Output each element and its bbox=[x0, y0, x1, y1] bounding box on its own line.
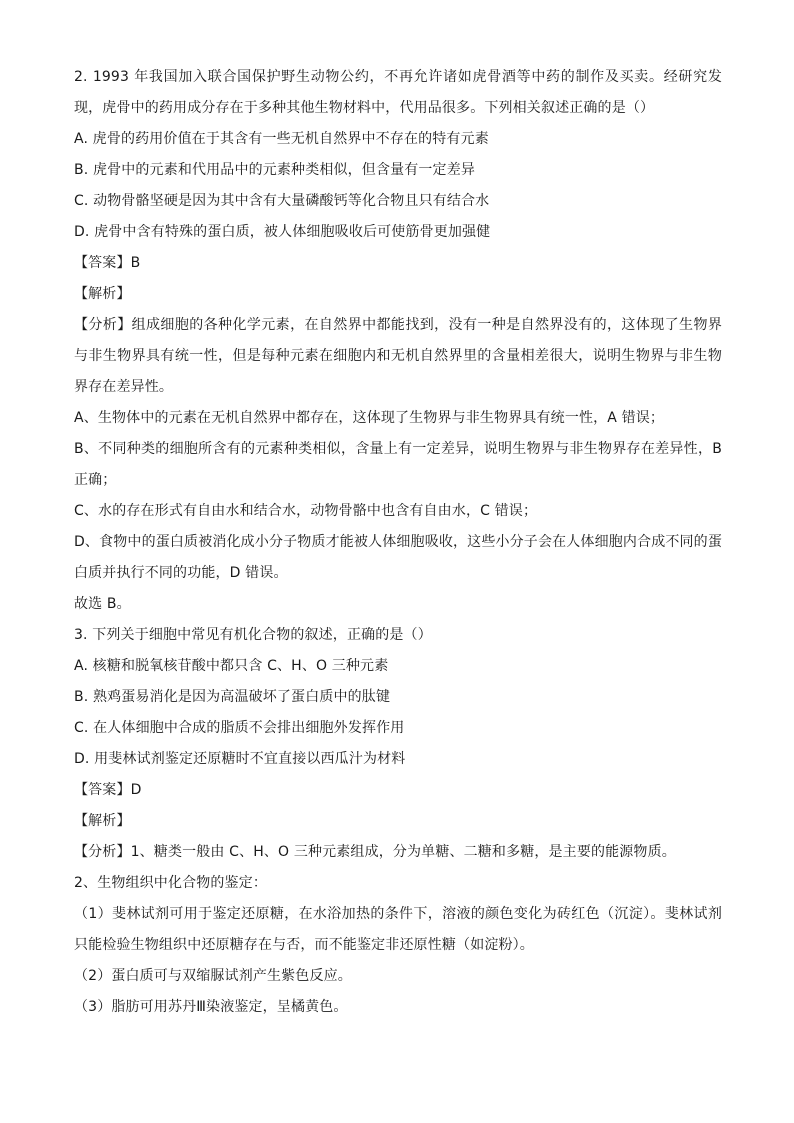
question-3-option-c: C. 在人体细胞中合成的脂质不会排出细胞外发挥作用 bbox=[74, 720, 405, 736]
question-2-answer: 【答案】B bbox=[74, 255, 141, 271]
question-3-stem: 3. 下列关于细胞中常见有机化合物的叙述，正确的是（） bbox=[74, 627, 432, 643]
question-2-point-d: D、食物中的蛋白质被消化成小分子物质才能被人体细胞吸收，这些小分子会在人体细胞内合成不同的蛋白质并执行不同的功能，D 错误。 bbox=[74, 534, 722, 581]
question-2-stem: 2. 1993 年我国加入联合国保护野生动物公约，不再允许诸如虎骨酒等中药的制作及买卖。经研究发现，虎骨中的药用成分存在于多种其他生物材料中，代用品很多。下列相关叙述正确的是（） bbox=[74, 69, 722, 116]
question-2-analysis: 【分析】组成细胞的各种化学元素，在自然界中都能找到，没有一种是自然界没有的，这体现了生物界与非生物界具有统一性，但是每种元素在细胞内和无机自然界里的含量相差很大，说明生物界与非生物界存在差异性。 bbox=[74, 317, 722, 395]
question-2-point-a: A、生物体中的元素在无机自然界中都存在，这体现了生物界与非生物界具有统一性，A 错误； bbox=[74, 410, 665, 426]
question-2-conclusion: 故选 B。 bbox=[74, 596, 131, 612]
question-3-item-2: （2）蛋白质可与双缩脲试剂产生紫色反应。 bbox=[74, 968, 352, 984]
question-3-sub-heading: 2、生物组织中化合物的鉴定： bbox=[74, 875, 268, 891]
question-3-item-1: （1）斐林试剂可用于鉴定还原糖，在水浴加热的条件下，溶液的颜色变化为砖红色（沉淀）。斐林试剂只能检验生物组织中还原糖存在与否，而不能鉴定非还原性糖（如淀粉）。 bbox=[74, 906, 722, 953]
question-3-analysis-label: 【解析】 bbox=[74, 813, 131, 829]
question-2-option-b: B. 虎骨中的元素和代用品中的元素种类相似，但含量有一定差异 bbox=[74, 162, 476, 178]
question-2-point-c: C、水的存在形式有自由水和结合水，动物骨骼中也含有自由水，C 错误； bbox=[74, 503, 538, 519]
question-3-answer: 【答案】D bbox=[74, 782, 142, 798]
question-3-option-d: D. 用斐林试剂鉴定还原糖时不宜直接以西瓜汁为材料 bbox=[74, 751, 406, 767]
question-2-analysis-label: 【解析】 bbox=[74, 286, 131, 302]
question-3-analysis: 【分析】1、糖类一般由 C、H、O 三种元素组成，分为单糖、二糖和多糖，是主要的能源物质。 bbox=[74, 844, 676, 860]
question-3-item-3: （3）脂肪可用苏丹Ⅲ染液鉴定，呈橘黄色。 bbox=[74, 999, 348, 1015]
question-3-option-a: A. 核糖和脱氧核苷酸中都只含 C、H、O 三种元素 bbox=[74, 658, 389, 674]
question-2-option-d: D. 虎骨中含有特殊的蛋白质，被人体细胞吸收后可使筋骨更加强健 bbox=[74, 224, 491, 240]
question-2-point-b: B、不同种类的细胞所含有的元素种类相似，含量上有一定差异，说明生物界与非生物界存在差异性，B 正确； bbox=[74, 441, 722, 488]
question-2-option-c: C. 动物骨骼坚硬是因为其中含有大量磷酸钙等化合物且只有结合水 bbox=[74, 193, 490, 209]
question-3-option-b: B. 熟鸡蛋易消化是因为高温破坏了蛋白质中的肽键 bbox=[74, 689, 391, 705]
question-2-option-a: A. 虎骨的药用价值在于其含有一些无机自然界中不存在的特有元素 bbox=[74, 131, 489, 147]
document-page bbox=[74, 62, 722, 1023]
